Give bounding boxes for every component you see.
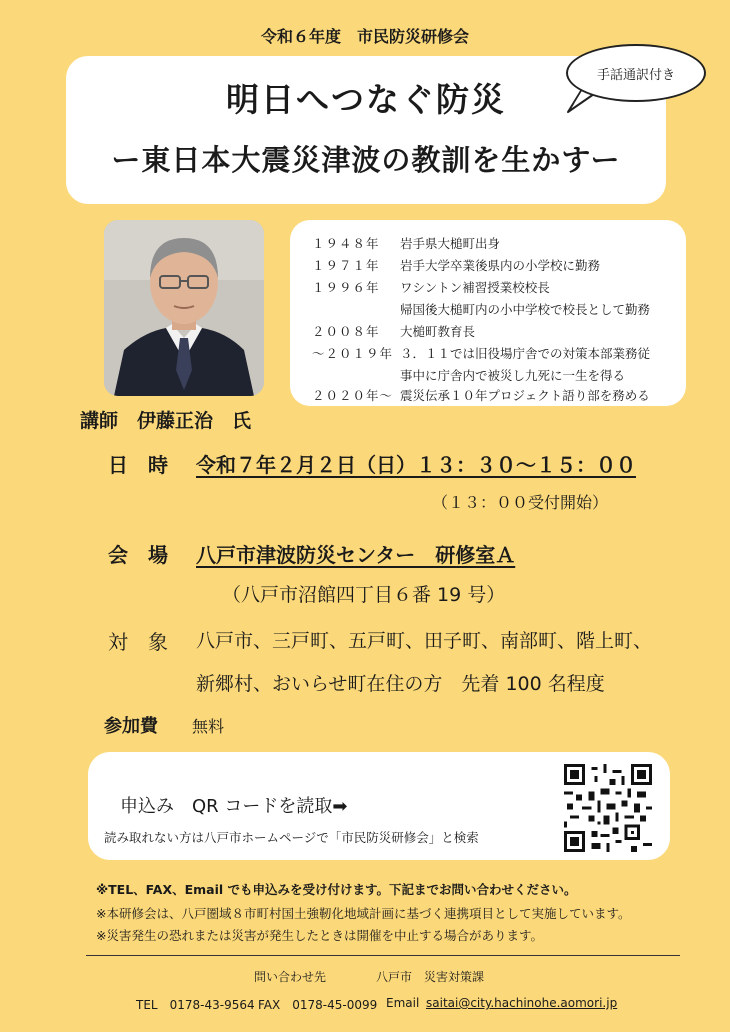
apply-note: 読み取れない方は八戸市ホームページで「市民防災研修会」と検索 <box>104 830 479 845</box>
lecturer-name: 講師 伊藤正治 氏 <box>80 410 252 432</box>
event-series-label: 令和６年度 市民防災研修会 <box>260 27 469 46</box>
target-line-1: 八戸市、三戸町、五戸町、田子町、南部町、階上町、 <box>196 630 653 652</box>
bio-year: ～２０１９年 <box>312 346 394 361</box>
target-label: 対 象 <box>108 630 168 654</box>
department-name: 八戸市 災害対策課 <box>376 970 485 984</box>
venue-label: 会 場 <box>108 543 168 567</box>
page-subtitle: ー東日本大震災津波の教訓を生かすー <box>111 143 621 177</box>
bio-text: 帰国後大槌町内の小中学校で校長として勤務 <box>400 302 651 317</box>
email-label: Email <box>386 996 420 1010</box>
bio-text: 岩手大学卒業後県内の小学校に勤務 <box>400 258 601 273</box>
bio-text: ３．１１では旧役場庁舎での対策本部業務従 <box>400 346 651 361</box>
date-label: 日 時 <box>108 453 168 477</box>
venue-address: （八戸市沼館四丁目６番 19 号） <box>222 584 506 606</box>
inquiry-label: 問い合わせ先 <box>254 970 327 984</box>
sign-language-badge-text: 手話通訳付き <box>596 67 675 83</box>
bio-year: １９７１年 <box>312 258 380 273</box>
bio-year: １９４８年 <box>312 236 380 251</box>
speaker-portrait-icon <box>104 220 264 396</box>
bio-text: ワシントン補習授業校校長 <box>400 280 550 295</box>
tel-number: TEL 0178-43-9564 <box>136 998 255 1012</box>
date-value: 令和７年２月２日（日）１３：３０～１５：００ <box>196 453 636 477</box>
target-line-2: 新郷村、おいらせ町在住の方 先着 100 名程度 <box>196 673 605 695</box>
bio-year: ２００８年 <box>312 324 380 339</box>
note-item: ※本研修会は、八戸圏域８市町村国土強靭化地域計画に基づく連携項目として実施しています。 <box>96 906 631 921</box>
bio-year: １９９６年 <box>312 280 380 295</box>
bio-text: 事中に庁舎内で被災し九死に一生を得る <box>400 368 626 383</box>
venue-value: 八戸市津波防災センター 研修室Ａ <box>196 543 516 567</box>
qr-code-icon[interactable] <box>564 764 652 852</box>
bio-text: 岩手県大槌町出身 <box>400 236 501 251</box>
fee-value: 無料 <box>192 717 225 736</box>
apply-heading: 申込み QR コードを読取➡ <box>120 796 348 817</box>
note-item: ※災害発生の恐れまたは災害が発生したときは開催を中止する場合があります。 <box>96 928 543 943</box>
speaker-photo <box>104 220 264 396</box>
reception-time: （１３：００受付開始） <box>432 493 609 512</box>
bio-text: 震災伝承１０年プロジェクト語り部を務める <box>400 388 650 403</box>
sign-language-badge <box>566 44 706 102</box>
divider <box>86 955 680 956</box>
note-item: ※TEL、FAX、Email でも申込みを受け付けます。下記までお問い合わせください。 <box>96 882 577 897</box>
bio-text: 大槌町教育長 <box>400 324 476 339</box>
fee-label: 参加費 <box>104 716 158 737</box>
email-link[interactable]: saitai@city.hachinohe.aomori.jp <box>426 996 618 1010</box>
bio-year: ２０２０年～ <box>312 388 394 403</box>
page-title: 明日へつなぐ防災 <box>226 80 506 119</box>
fax-number: FAX 0178-45-0099 <box>258 998 378 1012</box>
